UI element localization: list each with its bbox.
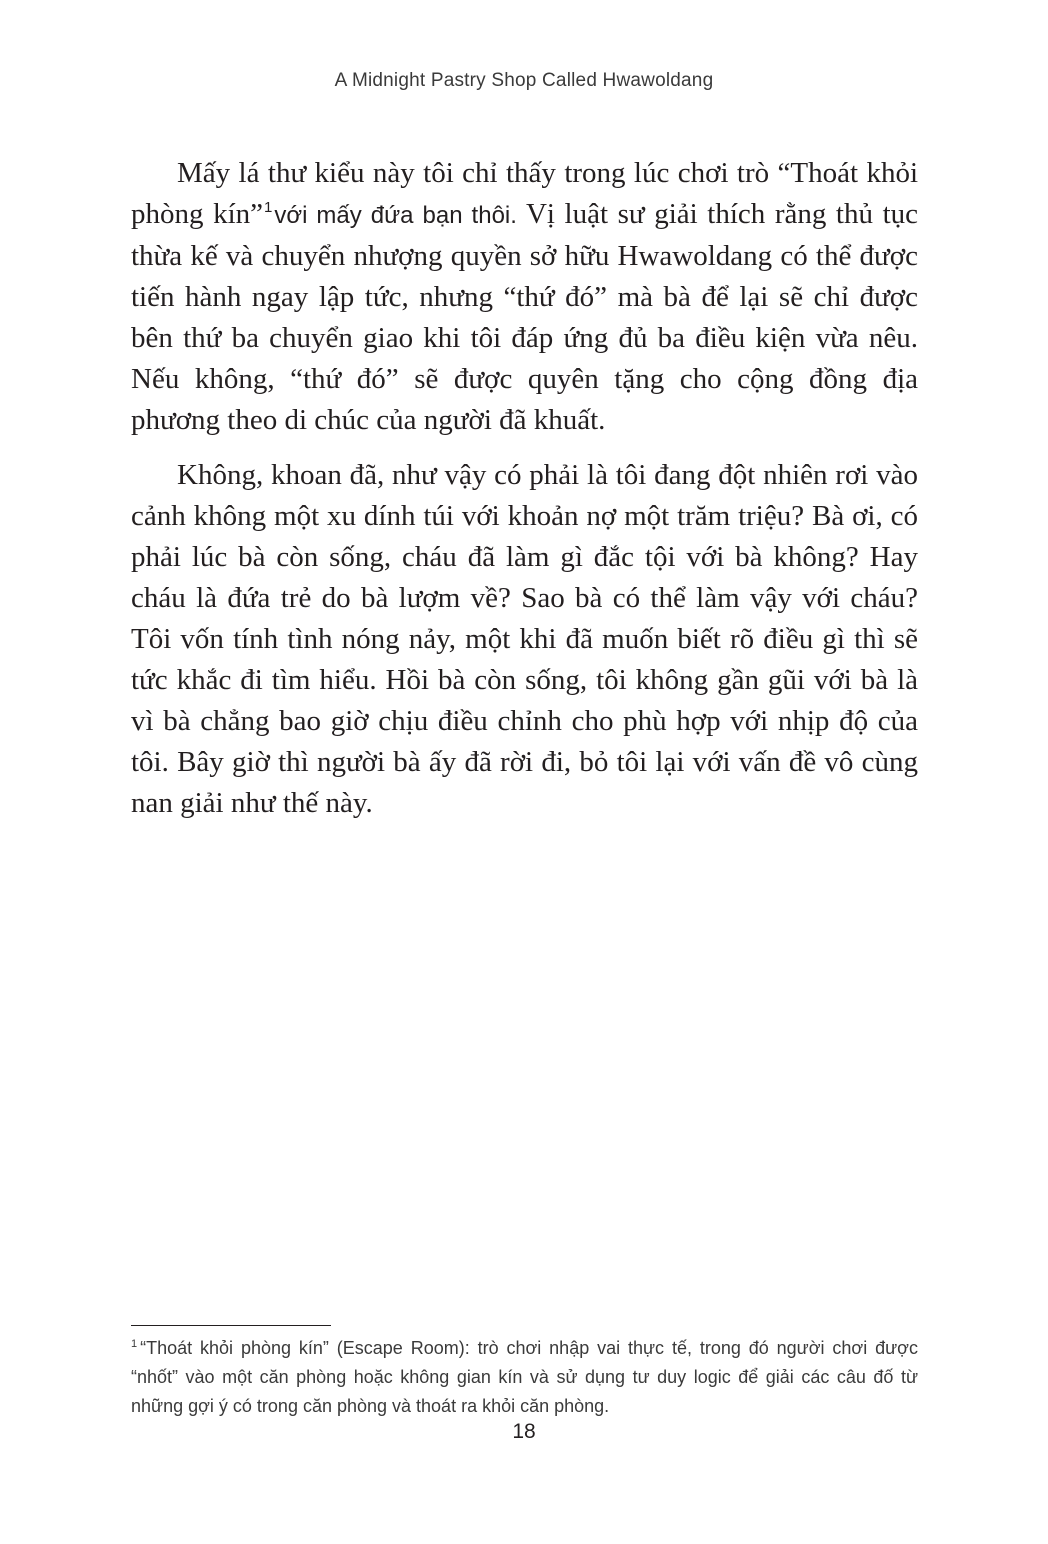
paragraph-2: Không, khoan đã, như vậy có phải là tôi đang đột nhiên rơi vào cảnh không một xu dính túi với khoản nợ một trăm triệu? Bà ơi, có phải lúc bà còn sống, cháu đã làm gì đắc tội với bà không? Hay cháu là đứa trẻ do bà lượm về? Sao bà có thể làm vậy với cháu? Tôi vốn tính tình nóng nảy, một khi đã muốn biết rõ điều gì thì sẽ tức khắc đi tìm hiểu. Hồi bà còn sống, tôi không gần gũi với bà là vì bà chẳng bao giờ chịu điều chỉnh cho phù hợp với nhịp độ của tôi. Bây giờ thì người bà ấy đã rời đi, bỏ tôi lại với vấn đề vô cùng nan giải như thế này. — [131, 459, 918, 819]
page-number: 18 — [512, 1420, 536, 1443]
footnote — [131, 1334, 918, 1421]
footnote-divider — [131, 1325, 331, 1326]
paragraph-1-text-b: với mấy đứa bạn thôi. — [274, 202, 517, 229]
running-header: A Midnight Pastry Shop Called Hwawoldang — [334, 70, 714, 91]
paragraph-1-text-a: Mấy lá thư kiểu này tôi chỉ thấy trong lúc chơi trò “Thoát khỏi phòng kín” — [131, 157, 918, 230]
paragraph-1-text-c: Vị luật sư giải thích rằng thủ tục thừa kế và chuyển nhượng quyền sở hữu Hwawoldang có thể được tiến hành ngay lập tức, nhưng “thứ đó” mà bà để lại sẽ chỉ được bên thứ ba chuyển giao khi tôi đáp ứng đủ ba điều kiện vừa nêu. Nếu không, “thứ đó” sẽ được quyên tặng cho cộng đồng địa phương theo di chúc của người đã khuất. — [131, 198, 918, 436]
footnote-reference[interactable]: 1 — [264, 199, 273, 217]
footnote-text: “Thoát khỏi phòng kín” (Escape Room): trò chơi nhập vai thực tế, trong đó người chơi được “nhốt” vào một căn phòng hoặc không gian kín và sử dụng tư duy logic để giải các câu đố từ những gợi ý có trong căn phòng và thoát ra khỏi căn phòng. — [131, 1338, 918, 1416]
body-text — [131, 153, 918, 838]
paragraph-1 — [131, 153, 918, 441]
footnote-number: 1 — [131, 1338, 138, 1350]
